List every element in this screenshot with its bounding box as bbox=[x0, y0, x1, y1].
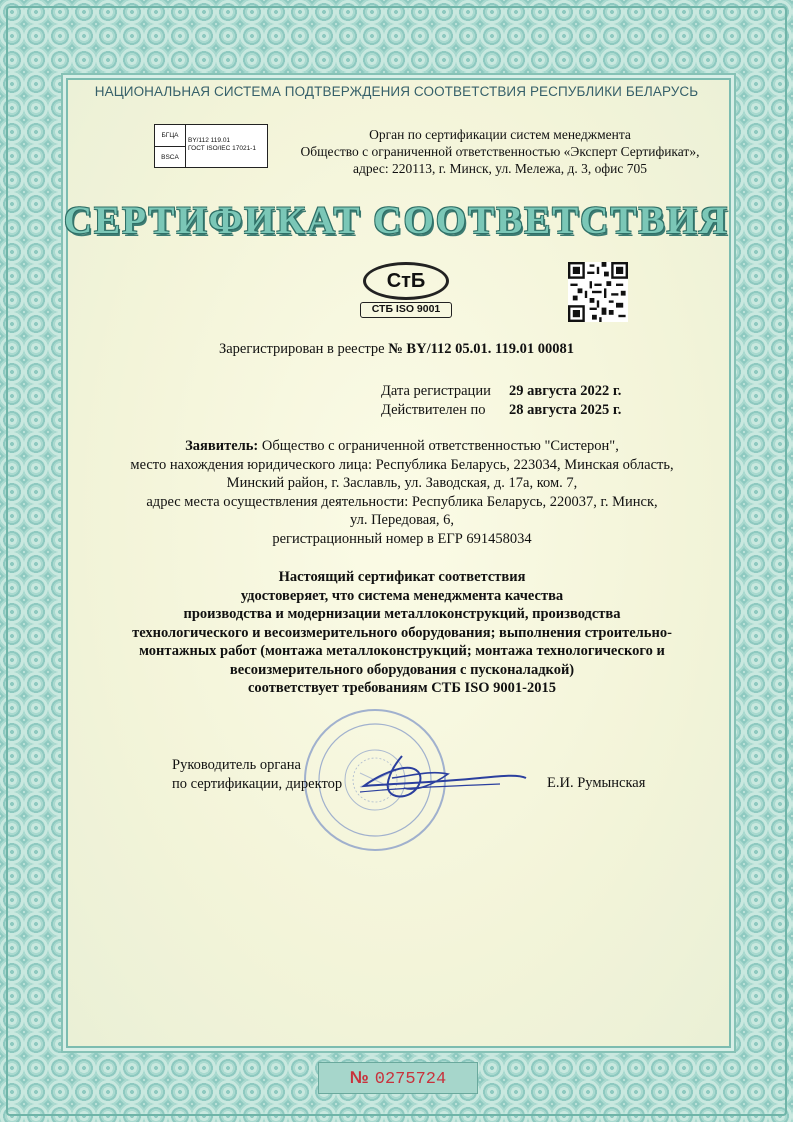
conformity-statement bbox=[96, 568, 708, 698]
registration-date-value: 29 августа 2022 г. bbox=[509, 383, 622, 399]
registry-line bbox=[0, 341, 793, 358]
certificate-title: СЕРТИФИКАТ СООТВЕТСТВИЯ bbox=[63, 199, 729, 242]
dates-block bbox=[381, 382, 621, 420]
statement-line: производства и модернизации металлоконструкций, производства bbox=[183, 606, 621, 622]
signatory-role-line: по сертификации, директор bbox=[172, 776, 343, 792]
applicant-line: Минский район, г. Заславль, ул. Заводская, д. 17а, ком. 7, bbox=[226, 475, 578, 491]
applicant-line: адрес места осуществления деятельности: Республика Беларусь, 220037, г. Минск, bbox=[146, 493, 658, 510]
statement-line: удостоверяет, что система менеджмента качества bbox=[240, 587, 564, 604]
applicant-name: Общество с ограниченной ответственностью "Систерон", bbox=[261, 438, 619, 454]
accreditation-mark bbox=[154, 124, 268, 168]
director-signature bbox=[330, 748, 530, 808]
applicant-line: место нахождения юридического лица: Республика Беларусь, 223034, Минская область, bbox=[130, 456, 674, 473]
serial-prefix: № bbox=[349, 1068, 369, 1087]
statement-line: технологического и весоизмерительного оборудования; выполнения строительно- bbox=[132, 624, 672, 641]
qr-code-icon bbox=[568, 262, 628, 322]
registration-date-label: Дата регистрации bbox=[381, 383, 491, 399]
accreditation-standard: ГОСТ ISO/IEC 17021-1 bbox=[188, 145, 256, 152]
signatory-name: Е.И. Румынская bbox=[547, 775, 646, 791]
registry-number: № BY/112 05.01. 119.01 00081 bbox=[388, 341, 575, 357]
applicant-block bbox=[96, 437, 708, 548]
statement-line: Настоящий сертификат соответствия bbox=[278, 569, 526, 585]
statement-line: весоизмерительного оборудования с пусконаладкой) bbox=[229, 661, 575, 678]
statement-line: монтажных работ (монтажа металлоконструкций; монтажа технологического и bbox=[139, 643, 665, 659]
cert-body-line: Орган по сертификации систем менеджмента bbox=[369, 127, 631, 142]
serial-number-box bbox=[318, 1062, 478, 1094]
system-header: НАЦИОНАЛЬНАЯ СИСТЕМА ПОДТВЕРЖДЕНИЯ СООТВЕТСТВИЯ РЕСПУБЛИКИ БЕЛАРУСЬ bbox=[94, 84, 699, 99]
registry-prefix: Зарегистрирован в реестре bbox=[218, 341, 385, 357]
applicant-registration-number: регистрационный номер в ЕГР 691458034 bbox=[272, 530, 532, 547]
accreditation-number: BY/112 119.01 bbox=[188, 137, 231, 144]
bsca-label: BSCA bbox=[161, 154, 179, 161]
signatory-role bbox=[172, 756, 342, 794]
valid-until-value: 28 августа 2025 г. bbox=[509, 402, 622, 418]
applicant-line: ул. Передовая, 6, bbox=[349, 512, 454, 528]
cert-body-address: адрес: 220113, г. Минск, ул. Мележа, д. 3, офис 705 bbox=[352, 161, 648, 176]
stb-symbol: СтБ bbox=[363, 262, 449, 300]
applicant-label: Заявитель: bbox=[185, 438, 259, 454]
signatory-role-line: Руководитель органа bbox=[172, 757, 301, 773]
certification-body-info bbox=[290, 126, 710, 177]
cert-body-line: Общество с ограниченной ответственностью «Эксперт Сертификат», bbox=[300, 144, 700, 159]
serial-number: 0275724 bbox=[374, 1070, 447, 1089]
statement-line: соответствует требованиям СТБ ISO 9001-2015 bbox=[248, 680, 556, 696]
stb-conformity-mark bbox=[360, 262, 454, 320]
valid-until-label: Действителен по bbox=[381, 402, 486, 418]
bgca-label: БГЦА bbox=[155, 125, 185, 147]
stb-label: СТБ ISO 9001 bbox=[360, 302, 452, 318]
